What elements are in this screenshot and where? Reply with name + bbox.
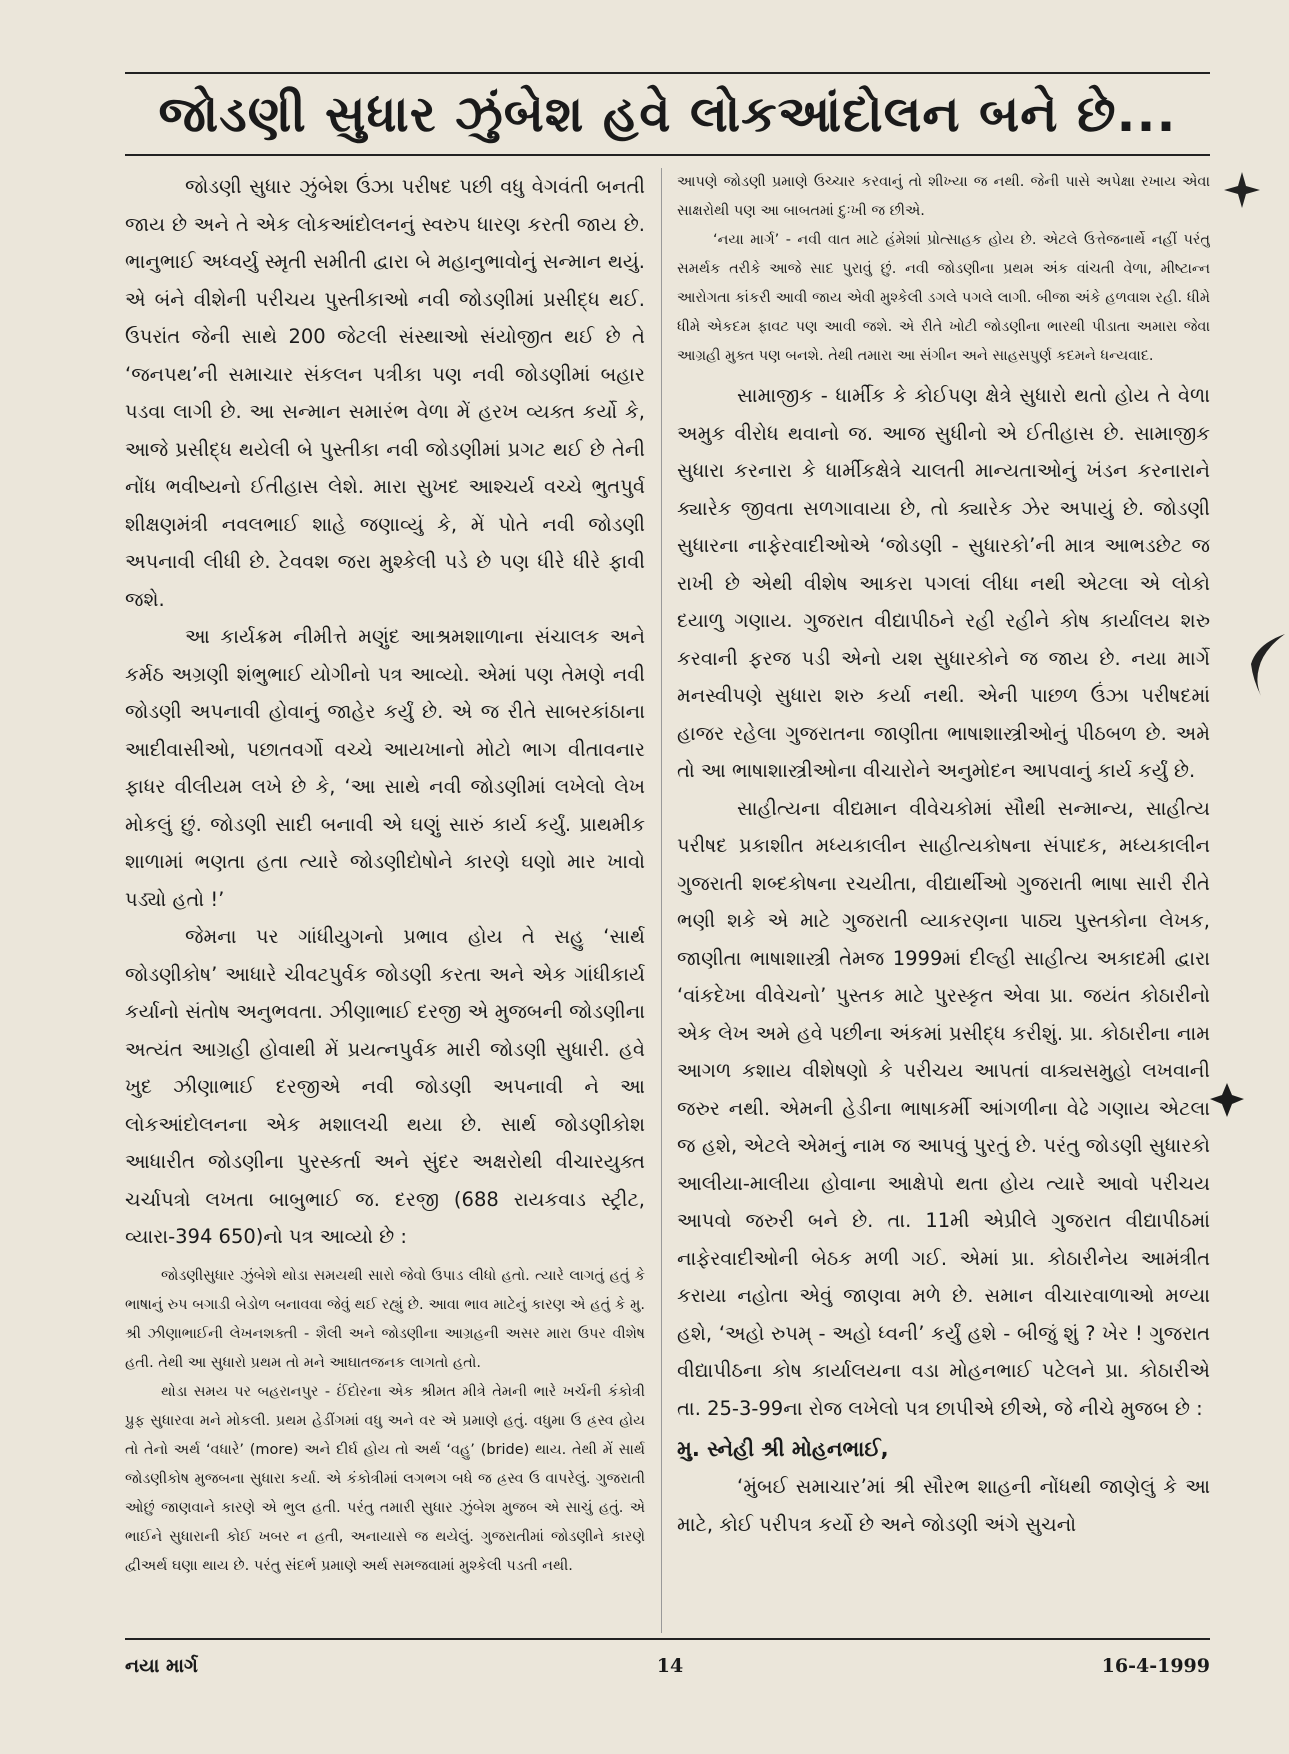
article-paragraph-5: સાહીત્યના વીદ્યમાન વીવેચકોમાં સૌથી સન્માન્ય, સાહીત્ય પરીષદ પ્રકાશીત મધ્યકાલીન સાહીત્યકોષના સંપાદક, મધ્યકાલીન ગુજરાતી શબ્દકોષના રચયીતા, વીદ્યાર્થીઓ ગુજરાતી ભાષા સારી રીતે ભણી શકે એ માટે ગુજરાતી વ્યાકરણના પાઠ્ય પુસ્તકોના લેખક, જાણીતા ભાષાશાસ્ત્રી તેમજ 1999માં દીલ્હી સાહીત્ય અકાદમી દ્વારા ‘વાંકદેખા વીવેચનો’ પુસ્તક માટે પુરસ્કૃત એવા પ્રા. જયંત કોઠારીનો એક લેખ અમે હવે પછીના અંકમાં પ્રસીદ્ધ કરીશું. પ્રા. કોઠારીના નામ આગળ કશાય વીશેષણો કે પરીચય આપતાં વાક્યસમુહો લખવાની જરુર નથી. એમની હેડીના ભાષાકર્મી આંગળીના વેઢે ગણાય એટલા જ હશે, એટલે એમનું નામ જ આપવું પુરતું છે. પરંતુ જોડણી સુધારકો આલીયા-માલીયા હોવાના આક્ષેપો થતા હોય ત્યારે આવો પરીચય આપવો જરુરી બને છે. તા. 11મી એપ્રીલે ગુજરાત વીદ્યાપીઠમાં નાફેરવાદીઓની બેઠક મળી ગઈ. એમાં પ્રા. કોઠારીનેય આમંત્રીત કરાયા નહોતા એવું જાણવા મળે છે. સમાન વીચારવાળાઓ મળ્યા હશે, ‘અહો રુપમ્ - અહો ધ્વની’ કર્યું હશે - બીજું શું ? ખેર ! ગુજરાત વીદ્યાપીઠના કોષ કાર્યાલયના વડા મોહનભાઈ પટેલને પ્રા. કોઠારીએ તા. 25-3-99ના રોજ લખેલો પત્ર છાપીએ છીએ, જે નીચે મુજબ છે : <box>677 796 1210 1420</box>
footer-rule <box>125 1638 1210 1640</box>
right-column <box>677 168 1210 1638</box>
article-paragraph-3: જેમના પર ગાંધીયુગનો પ્રભાવ હોય તે સહુ ‘સાર્થ જોડણીકોષ’ આધારે ચીવટપુર્વક જોડણી કરતા અને એક ગાંધીકાર્ય કર્યાનો સંતોષ અનુભવતા. ઝીણાભાઈ દરજી એ મુજબની જોડણીના અત્યંત આગ્રહી હોવાથી મેં પ્રયત્નપુર્વક મારી જોડણી સુધારી. હવે ખુદ ઝીણાભાઈ દરજીએ નવી જોડણી અપનાવી ને આ લોકઆંદોલનના એક મશાલચી થયા છે. સાર્થ જોડણીકોશ આધારીત જોડણીના પુરસ્કર્તા અને સુંદર અક્ષરોથી વીચારયુક્ત ચર્ચાપત્રો લખતા બાબુભાઈ જ. દરજી (688 રાયકવાડ સ્ટ્રીટ, વ્યારા-394 650)નો પત્ર આવ્યો છે : <box>125 925 645 1248</box>
article-paragraph-1: જોડણી સુધાર ઝુંબેશ ઉંઝા પરીષદ પછી વધુ વેગવંતી બનતી જાય છે અને તે એક લોકઆંદોલનનું સ્વરુપ ધારણ કરતી જાય છે. ભાનુભાઈ અધ્વર્યુ સ્મૃતી સમીતી દ્વારા બે મહાનુભાવોનું સન્માન થયું. એ બંને વીશેની પરીચય પુસ્તીકાઓ નવી જોડણીમાં પ્રસીદ્ધ થઈ. ઉપરાંત જેની સાથે 200 જેટલી સંસ્થાઓ સંયોજીત થઈ છે તે ‘જનપથ’ની સમાચાર સંકલન પત્રીકા પણ નવી જોડણીમાં બહાર પડવા લાગી છે. આ સન્માન સમારંભ વેળા મેં હરખ વ્યક્ત કર્યો કે, આજે પ્રસીદ્ધ થયેલી બે પુસ્તીકા નવી જોડણીમાં પ્રગટ થઈ છે તેની નોંધ ભવીષ્યનો ઈતીહાસ લેશે. મારા સુખદ આશ્ચર્ય વચ્ચે ભુતપુર્વ શીક્ષણમંત્રી નવલભાઈ શાહે જણાવ્યું કે, મેં પોતે નવી જોડણી અપનાવી લીધી છે. ટેવવશ જરા મુશ્કેલી પડે છે પણ ધીરે ધીરે ફાવી જશે. <box>125 175 645 611</box>
footer-page-number: 14 <box>656 1655 684 1677</box>
paper-tear-mark <box>1245 630 1289 700</box>
paper-hole-mark-2 <box>1207 1080 1247 1120</box>
left-column <box>125 168 645 1638</box>
quoted-letter-paragraph-2: થોડા સમય પર બહરાનપુર - ઈંદોરના એક શ્રીમત મીત્રે તેમની ભારે ખર્ચની કંકોત્રી પ્રુફ સુધારવા મને મોકલી. પ્રથમ હેડીંગમાં વધુ અને વર એ પ્રમાણે હતું. વધુમા ઉ હ્રસ્વ હોય તો તેનો અર્થ ‘વધારે’ (more) અને દીર્ઘ હોય તો અર્થ ‘વહુ’ (bride) થાય. તેથી મેં સાર્થ જોડણીકોષ મુજબના સુધારા કર્યા. એ કંકોત્રીમાં લગભગ બધે જ હ્રસ્વ ઉ વાપરેલું. ગુજરાતી ઓછું જાણવાને કારણે એ ભુલ હતી. પરંતુ તમારી સુધાર ઝુંબેશ મુજબ એ સાચું હતું. એ ભાઈને સુધારાની કોઈ ખબર ન હતી, અનાયાસે જ થયેલું. ગુજરાતીમાં જોડણીને કારણે દ્વીઅર્થ ઘણા થાય છે. પરંતુ સંદર્ભ પ્રમાણે અર્થ સમજવામાં મુશ્કેલી પડતી નથી. <box>125 1383 645 1574</box>
letter-salutation: મુ. સ્નેહી શ્રી મોહનભાઈ, <box>677 1437 889 1461</box>
top-rule <box>125 72 1210 74</box>
quoted-letter-paragraph-3: આપણે જોડણી પ્રમાણે ઉચ્ચાર કરવાનું તો શીખ્યા જ નથી. જેની પાસે અપેક્ષા રખાય એવા સાક્ષરોથી પણ આ બાબતમાં દુઃખી જ છીએ. <box>677 174 1210 219</box>
column-divider <box>661 168 662 1633</box>
paper-hole-mark <box>1222 170 1262 210</box>
article-paragraph-2: આ કાર્યક્રમ નીમીત્તે મણુંદ આશ્રમશાળાના સંચાલક અને કર્મઠ અગ્રણી શંભુભાઈ યોગીનો પત્ર આવ્યો. એમાં પણ તેમણે નવી જોડણી અપનાવી હોવાનું જાહેર કર્યું છે. એ જ રીતે સાબરકાંઠાના આદીવાસીઓ, પછાતવર્ગો વચ્ચે આયખાનો મોટો ભાગ વીતાવનાર ફાધર વીલીયમ લખે છે કે, ‘આ સાથે નવી જોડણીમાં લખેલો લેખ મોકલું છું. જોડણી સાદી બનાવી એ ઘણું સારું કાર્ય કર્યું. પ્રાથમીક શાળામાં ભણતા હતા ત્યારે જોડણીદોષોને કારણે ઘણો માર ખાવો પડ્યો હતો !’ <box>125 625 645 911</box>
headline-rule <box>125 154 1210 156</box>
footer-date: 16-4-1999 <box>1101 1655 1210 1677</box>
page-headline: જોડણી સુધાર ઝુંબેશ હવે લોકઆંદોલન બને છે... <box>158 85 1177 143</box>
quoted-letter-paragraph-4: ‘નયા માર્ગ’ - નવી વાત માટે હંમેશાં પ્રોત્સાહક હોય છે. એટલે ઉત્તેજનાર્થે નહીં પરંતુ સમર્થક તરીકે આજે સાદ પુરાવું છું. નવી જોડણીના પ્રથમ અંક વાંચતી વેળા, મીષ્ટાન્ન આરોગતા કાંકરી આવી જાય એવી મુશ્કેલી ડગલે પગલે લાગી. બીજા અંકે હળવાશ રહી. ધીમે ધીમે એકદમ ફાવટ પણ આવી જશે. એ રીતે ખોટી જોડણીના ભારથી પીડાતા અમારા જેવા આગ્રહી મુક્ત પણ બનશે. તેથી તમારા આ સંગીન અને સાહસપુર્ણ કદમને ધન્યવાદ. <box>677 232 1210 364</box>
quoted-letter-paragraph-1: જોડણીસુધાર ઝુંબેશે થોડા સમયથી સારો જેવો ઉપાડ લીધો હતો. ત્યારે લાગતું હતું કે ભાષાનું રુપ બગાડી બેડોળ બનાવવા જેવું થઈ રહ્યું છે. આવા ભાવ માટેનું કારણ એ હતું કે મુ. શ્રી ઝીણાભાઈની લેખનશક્તી - શૈલી અને જોડણીના આગ્રહની અસર મારા ઉપર વીશેષ હતી. તેથી આ સુધારો પ્રથમ તો મને આઘાતજનક લાગતો હતો. <box>125 1267 645 1371</box>
footer-publication-name: નયા માર્ગ <box>125 1655 198 1677</box>
article-paragraph-4: સામાજીક - ધાર્મીક કે કોઈપણ ક્ષેત્રે સુધારો થતો હોય તે વેળા અમુક વીરોધ થવાનો જ. આજ સુધીનો એ ઈતીહાસ છે. સામાજીક સુધારા કરનારા કે ધાર્મીકક્ષેત્રે ચાલતી માન્યતાઓનું ખંડન કરનારાને ક્યારેક જીવતા સળગાવાયા છે, તો ક્યારેક ઝેર અપાયું છે. જોડણી સુધારના નાફેરવાદીઓએ ‘જોડણી - સુધારકો’ની માત્ર આભડછેટ જ રાખી છે એથી વીશેષ આકરા પગલાં લીધા નથી એટલા એ લોકો દયાળુ ગણાય. ગુજરાત વીદ્યાપીઠને રહી રહીને કોષ કાર્યાલય શરુ કરવાની ફરજ પડી એનો યશ સુધારકોને જ જાય છે. નયા માર્ગે મનસ્વીપણે સુધારા શરુ કર્યા નથી. એની પાછળ ઉંઝા પરીષદમાં હાજર રહેલા ગુજરાતના જાણીતા ભાષાશાસ્ત્રીઓનું પીઠબળ છે. અમે તો આ ભાષાશાસ્ત્રીઓના વીચારોને અનુમોદન આપવાનું કાર્ય કર્યું છે. <box>677 384 1210 782</box>
article-paragraph-6: ‘મુંબઈ સમાચાર’માં શ્રી સૌરભ શાહની નોંધથી જાણેલું કે આ માટે, કોઈ પરીપત્ર કર્યો છે અને જોડણી અંગે સુચનો <box>677 1475 1210 1536</box>
